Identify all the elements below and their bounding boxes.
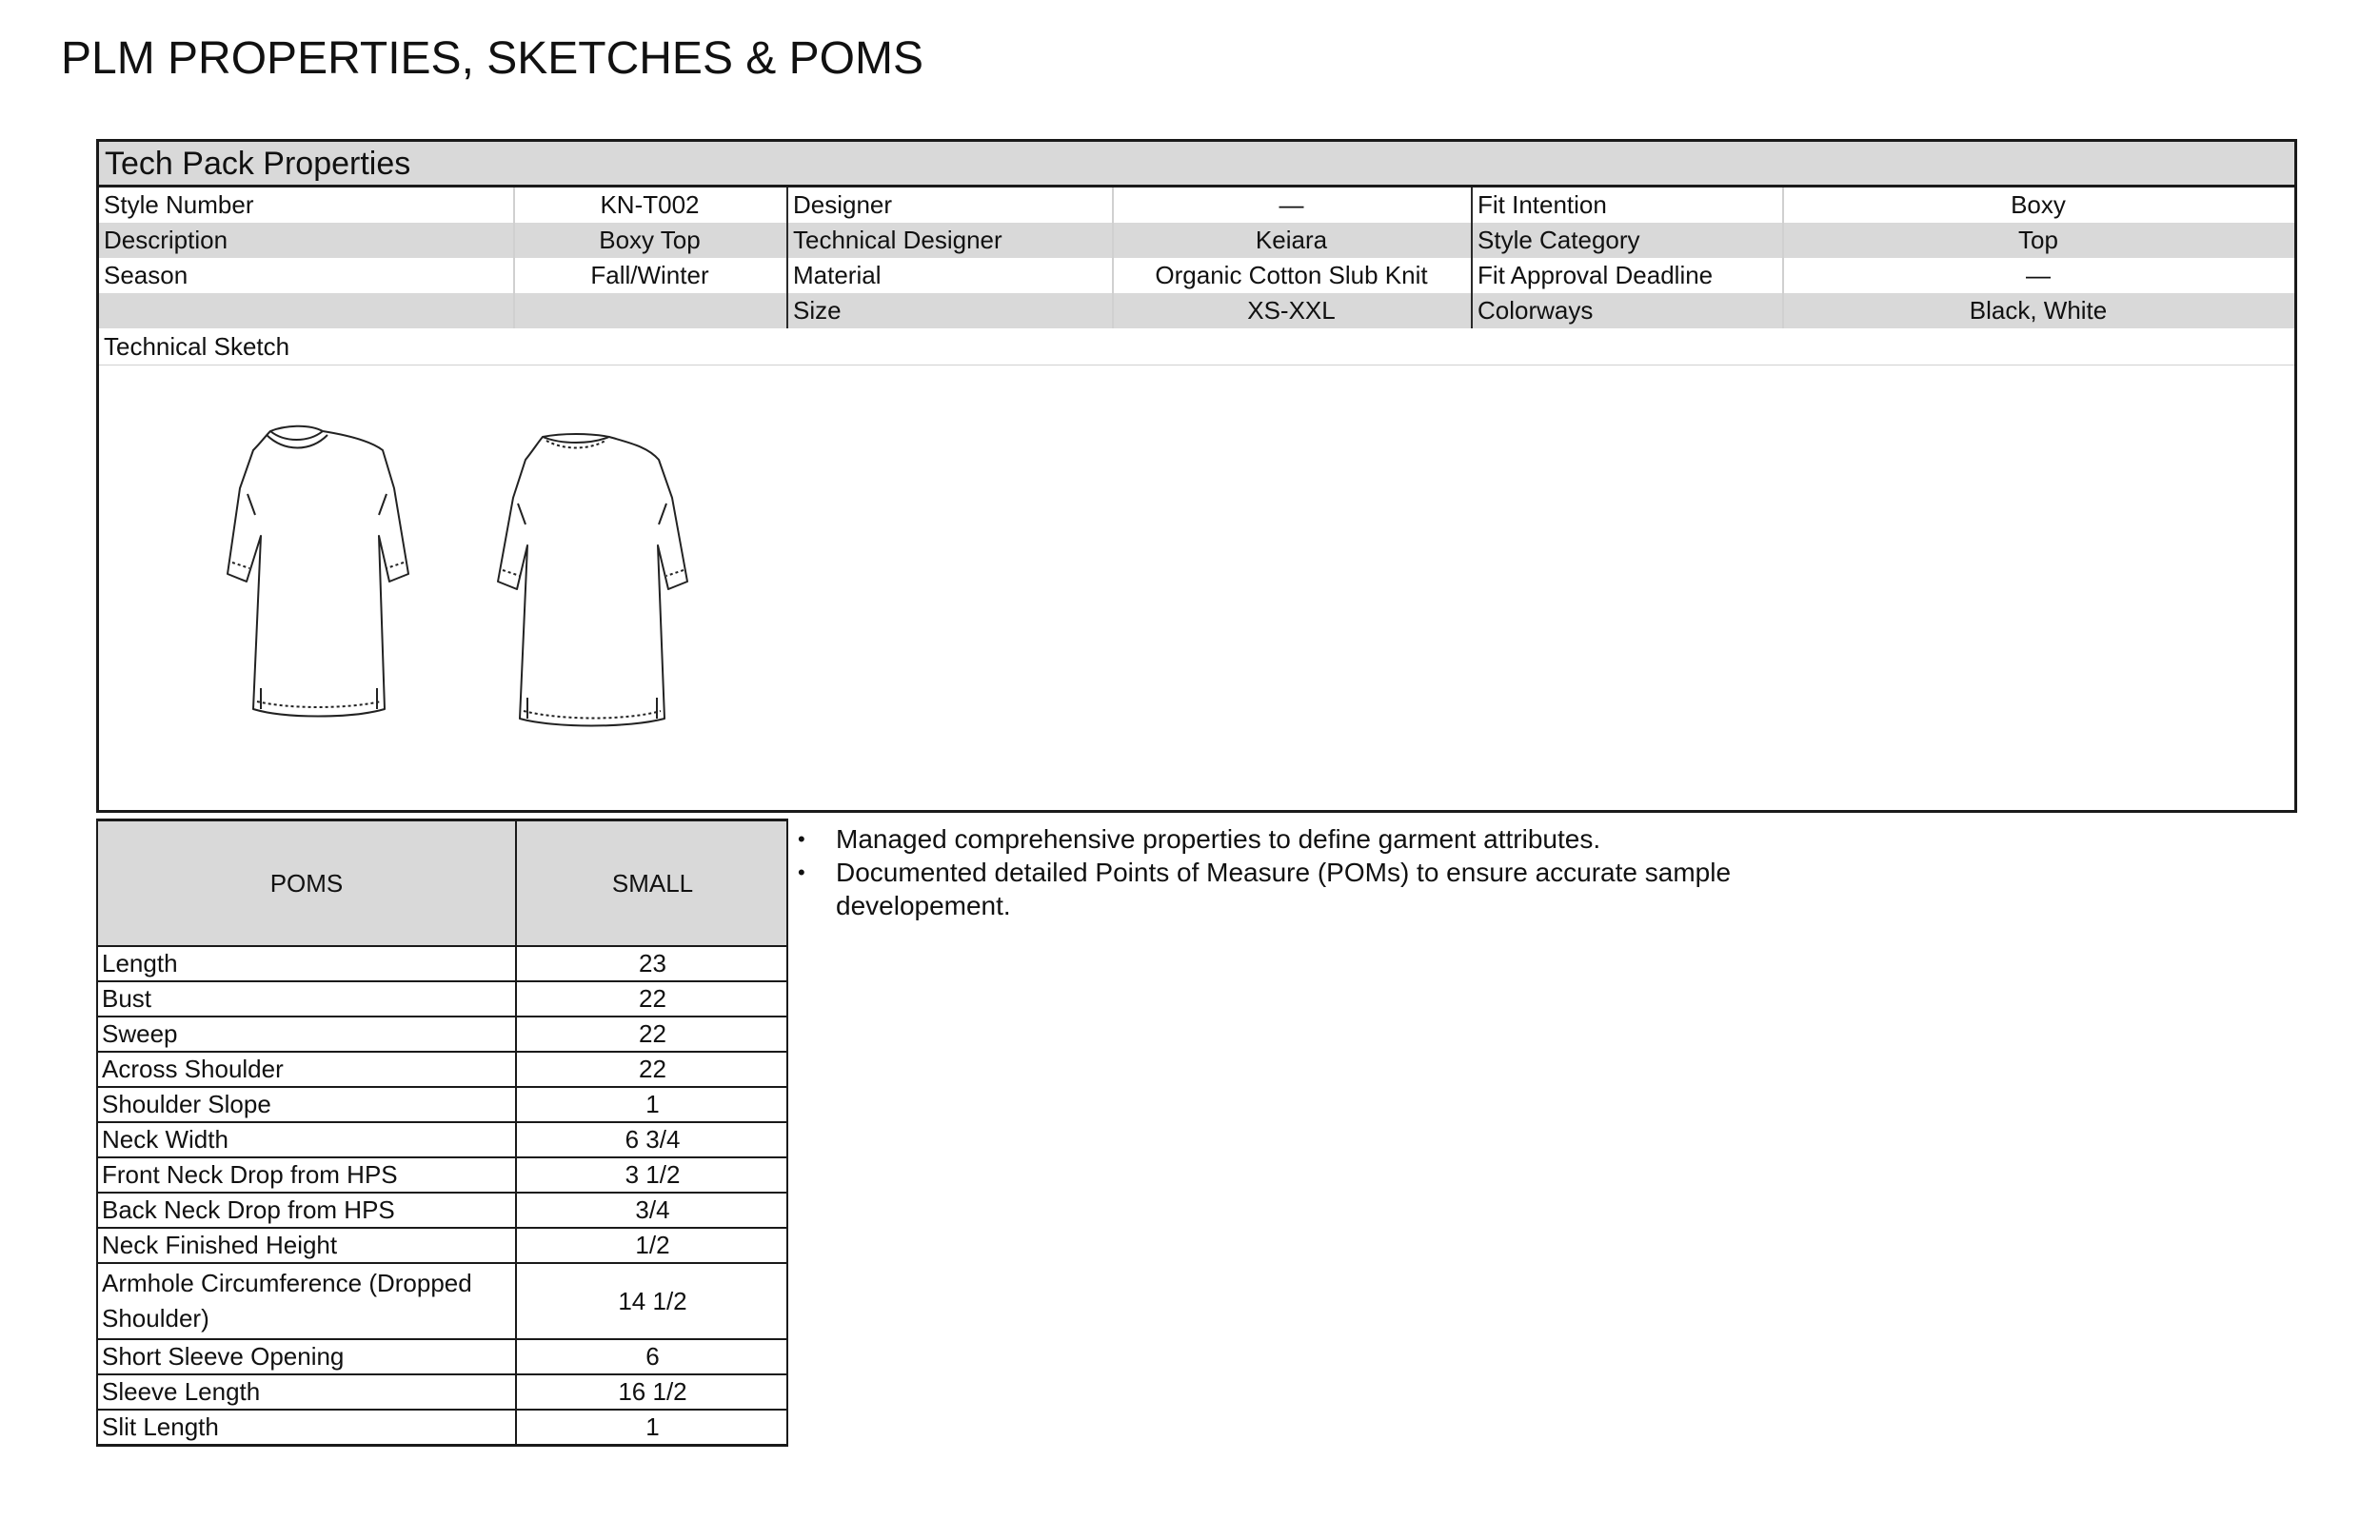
table-bottom-border: [96, 1444, 788, 1447]
property-label: Style Category: [1478, 226, 1640, 254]
pom-value: 3 1/2: [625, 1160, 681, 1189]
property-row: [99, 293, 2294, 328]
property-row: [99, 188, 2294, 224]
pom-value: 22: [639, 1019, 666, 1048]
property-value: Organic Cotton Slub Knit: [1155, 261, 1428, 289]
property-label: Style Number: [104, 190, 254, 219]
column-divider: [1782, 188, 1784, 328]
pom-name: Neck Finished Height: [98, 1229, 517, 1262]
note-text: Documented detailed Points of Measure (POMs) to ensure accurate sample developement.: [836, 858, 1732, 920]
property-label: Material: [793, 261, 882, 289]
property-label: Size: [793, 296, 842, 325]
property-row: [99, 223, 2294, 258]
pom-name: Sweep: [98, 1017, 517, 1051]
technical-sketch-label: Technical Sketch: [99, 328, 2294, 365]
property-label: Fit Intention: [1478, 190, 1607, 219]
property-value: Boxy: [2011, 190, 2066, 219]
pom-name: Front Neck Drop from HPS: [98, 1158, 517, 1192]
pom-name: Slit Length: [98, 1411, 517, 1444]
property-value: KN-T002: [600, 190, 700, 219]
pom-value: 22: [639, 1055, 666, 1083]
pom-name: Bust: [98, 982, 517, 1016]
notes-list: [798, 822, 1750, 922]
pom-name: Back Neck Drop from HPS: [98, 1194, 517, 1227]
bullet-icon: •: [798, 827, 805, 851]
pom-name: Across Shoulder: [98, 1053, 517, 1086]
property-value: Boxy Top: [599, 226, 701, 254]
size-column-header: SMALL: [611, 869, 694, 898]
property-label: Technical Designer: [793, 226, 1002, 254]
property-value: —: [1279, 190, 1304, 219]
table-row: [96, 1262, 788, 1338]
property-label: Colorways: [1478, 296, 1594, 325]
property-label: Designer: [793, 190, 893, 219]
property-label: [99, 293, 518, 328]
pom-value: 3/4: [635, 1195, 670, 1224]
front-tshirt-sketch: [228, 426, 408, 717]
table-row: [96, 945, 788, 980]
pom-value: 6 3/4: [625, 1125, 681, 1154]
pom-value: 16 1/2: [618, 1377, 687, 1406]
property-value: Top: [2018, 226, 2058, 254]
list-item: [798, 856, 1750, 922]
pom-name: Sleeve Length: [98, 1375, 517, 1409]
table-row: [96, 1086, 788, 1121]
property-value: XS-XXL: [1247, 296, 1336, 325]
table-row: [96, 1051, 788, 1086]
property-label: Fit Approval Deadline: [1478, 261, 1714, 289]
property-value: Black, White: [1969, 296, 2108, 325]
table-row: [96, 1156, 788, 1192]
poms-header: [96, 819, 788, 945]
poms-column-header: POMS: [98, 821, 517, 945]
column-divider: [1112, 188, 1114, 328]
table-row: [96, 1409, 788, 1444]
table-row: [96, 1373, 788, 1409]
table-row: [96, 1338, 788, 1373]
table-row: [96, 1227, 788, 1262]
column-divider: [513, 188, 515, 328]
pom-name: Armhole Circumference (Dropped Shoulder): [98, 1264, 517, 1338]
table-row: [96, 1016, 788, 1051]
bullet-icon: •: [798, 860, 805, 884]
property-label: Season: [104, 261, 188, 289]
group-divider: [786, 188, 788, 328]
pom-value: 1: [645, 1412, 660, 1441]
tech-pack-properties: [96, 139, 2297, 813]
property-value: —: [2026, 261, 2051, 289]
property-label: Description: [104, 226, 228, 254]
pom-value: 6: [645, 1342, 660, 1371]
group-divider: [1471, 188, 1473, 328]
table-row: [96, 1192, 788, 1227]
property-value: [513, 293, 786, 328]
pom-name: Neck Width: [98, 1123, 517, 1156]
pom-value: 14 1/2: [618, 1286, 687, 1315]
list-item: [798, 822, 1750, 856]
pom-name: Shoulder Slope: [98, 1088, 517, 1121]
pom-value: 1: [645, 1090, 660, 1118]
pom-value: 22: [639, 984, 666, 1013]
property-value: Fall/Winter: [590, 261, 709, 289]
pom-value: 23: [639, 949, 666, 977]
table-row: [96, 980, 788, 1016]
back-tshirt-sketch: [498, 434, 687, 726]
note-text: Managed comprehensive properties to define garment attributes.: [836, 824, 1601, 854]
pom-value: 1/2: [635, 1231, 670, 1259]
pom-name: Short Sleeve Opening: [98, 1340, 517, 1373]
property-value: Keiara: [1255, 226, 1328, 254]
property-row: [99, 258, 2294, 294]
technical-sketch: [175, 412, 708, 755]
page-title: PLM PROPERTIES, SKETCHES & POMS: [61, 33, 923, 84]
pom-name: Length: [98, 947, 517, 980]
tech-pack-header: Tech Pack Properties: [99, 142, 2294, 188]
table-row: [96, 1121, 788, 1156]
